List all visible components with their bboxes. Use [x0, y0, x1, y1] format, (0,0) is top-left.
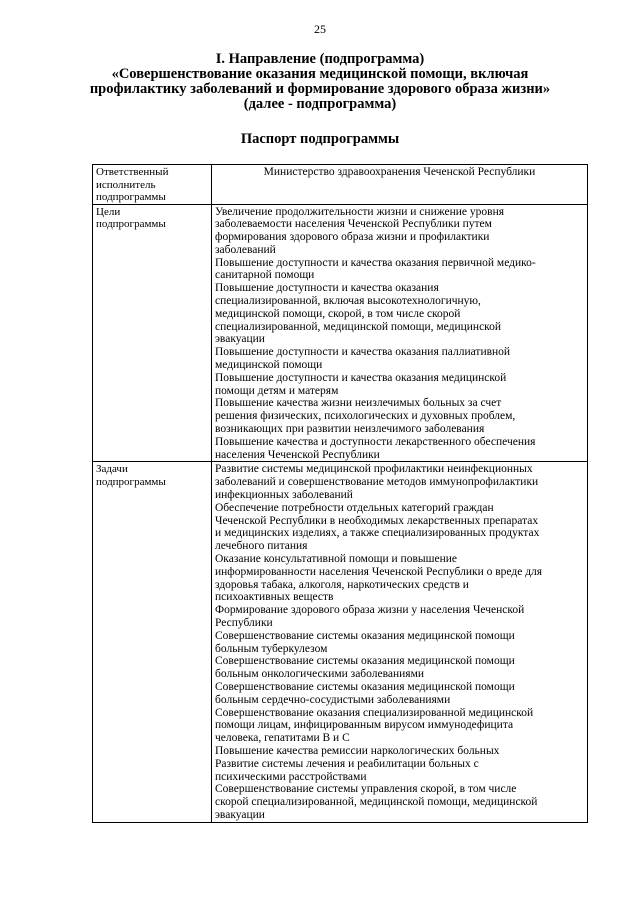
value-line: Министерство здравоохранения Чеченской Республики: [263, 166, 536, 178]
table-row: [93, 165, 588, 205]
value-line: больным сердечно-сосудистыми заболеваниями: [215, 693, 451, 706]
row-value: [212, 462, 588, 822]
label-line: исполнитель: [96, 178, 156, 191]
value-line: Повышение доступности и качества оказания паллиативной: [215, 346, 511, 359]
value-line: помощи детям и матерям: [215, 384, 339, 397]
row-label: [93, 462, 212, 822]
value-line: эвакуации: [215, 333, 265, 346]
label-line: подпрограммы: [96, 218, 166, 230]
value-line: лечебного питания: [215, 540, 308, 553]
heading-line: I. Направление (подпрограмма): [215, 51, 425, 67]
value-line: решения физических, психологических и духовных проблем,: [215, 410, 516, 423]
value-line: информированности населения Чеченской Республики о вреде для: [215, 565, 543, 578]
value-line: Повышение качества и доступности лекарственного обеспечения: [215, 435, 536, 448]
value-line: и медицинских изделиях, а также специализированных продуктах: [215, 527, 540, 540]
label-line: Ответственный: [96, 166, 169, 178]
value-line: формирования здорового образа жизни и профилактики: [215, 231, 490, 244]
value-line: Повышение качества жизни неизлечимых больных за счет: [215, 397, 502, 410]
row-value: [212, 204, 588, 462]
value-line: Совершенствование системы оказания медицинской помощи: [215, 629, 515, 642]
row-label: [93, 204, 212, 462]
value-line: Республики: [215, 617, 273, 629]
value-line: Совершенствование оказания специализированной медицинской: [215, 706, 534, 719]
value-line: эвакуации: [215, 808, 265, 821]
value-line: инфекционных заболеваний: [215, 489, 353, 502]
heading-line: (далее - подпрограмма): [243, 96, 397, 112]
value-line: специализированной, включая высокотехнологичную,: [215, 295, 481, 308]
value-line: Развитие системы медицинской профилактики неинфекционных: [215, 463, 533, 476]
value-line: Совершенствование системы управления скорой, в том числе: [215, 783, 517, 796]
label-line: Цели: [96, 205, 121, 218]
value-line: населения Чеченской Республики: [215, 448, 380, 461]
value-line: Совершенствование системы оказания медицинской помощи: [215, 680, 515, 693]
table-row: [93, 204, 588, 462]
value-line: Оказание консультативной помощи и повышение: [215, 553, 457, 566]
value-line: скорой специализированной, медицинской помощи, медицинской: [215, 796, 538, 809]
label-line: Задачи: [96, 463, 128, 476]
label-line: подпрограммы: [96, 475, 166, 488]
value-line: Повышение доступности и качества оказания медицинской: [215, 371, 507, 384]
value-line: Чеченской Республики в необходимых лекарственных препаратах: [215, 514, 539, 527]
value-line: заболеваний: [215, 243, 276, 256]
value-line: больным туберкулезом: [215, 642, 328, 655]
value-line: медицинской помощи: [215, 359, 323, 372]
table-row: [93, 462, 588, 822]
value-line: Повышение доступности и качества оказания первичной медико-: [215, 256, 536, 269]
value-line: медицинской помощи, скорой, в том числе скорой: [215, 307, 461, 320]
row-label: [93, 165, 212, 205]
page-number: 25: [314, 22, 326, 36]
value-line: Повышение качества ремиссии наркологических больных: [215, 744, 500, 757]
label-line: подпрограммы: [96, 191, 166, 203]
heading-line: «Совершенствование оказания медицинской помощи, включая: [111, 66, 529, 82]
value-line: человека, гепатитами B и C: [215, 732, 350, 745]
value-line: специализированной, медицинской помощи, медицинской: [215, 320, 502, 333]
value-line: заболеваний и совершенствование методов иммунопрофилактики: [215, 476, 539, 489]
value-line: Повышение доступности и качества оказания: [215, 282, 439, 295]
value-line: возникающих при развитии неизлечимого заболевания: [215, 423, 485, 436]
value-line: Совершенствование системы оказания медицинской помощи: [215, 655, 515, 668]
value-line: Формирование здорового образа жизни у населения Чеченской: [215, 604, 525, 617]
value-line: больным онкологическими заболеваниями: [215, 668, 425, 681]
row-value: [212, 165, 588, 205]
value-line: Развитие системы лечения и реабилитации больных с: [215, 757, 479, 770]
value-line: санитарной помощи: [215, 269, 315, 282]
heading-line: профилактику заболеваний и формирование здорового образа жизни»: [89, 81, 551, 97]
value-line: здоровья табака, алкоголя, наркотических средств и: [215, 578, 469, 591]
value-line: Обеспечение потребности отдельных категорий граждан: [215, 501, 494, 514]
passport-table: [92, 164, 588, 823]
value-line: помощи лицам, инфицированным вирусом иммунодефицита: [215, 719, 514, 732]
value-line: психоактивных веществ: [215, 591, 334, 604]
section-heading: [60, 52, 580, 112]
value-line: заболеваемости населения Чеченской Республики путем: [215, 218, 492, 231]
value-line: психическими расстройствами: [215, 770, 367, 783]
passport-title: Паспорт подпрограммы: [240, 131, 400, 147]
value-line: Увеличение продолжительности жизни и снижение уровня: [215, 205, 505, 218]
